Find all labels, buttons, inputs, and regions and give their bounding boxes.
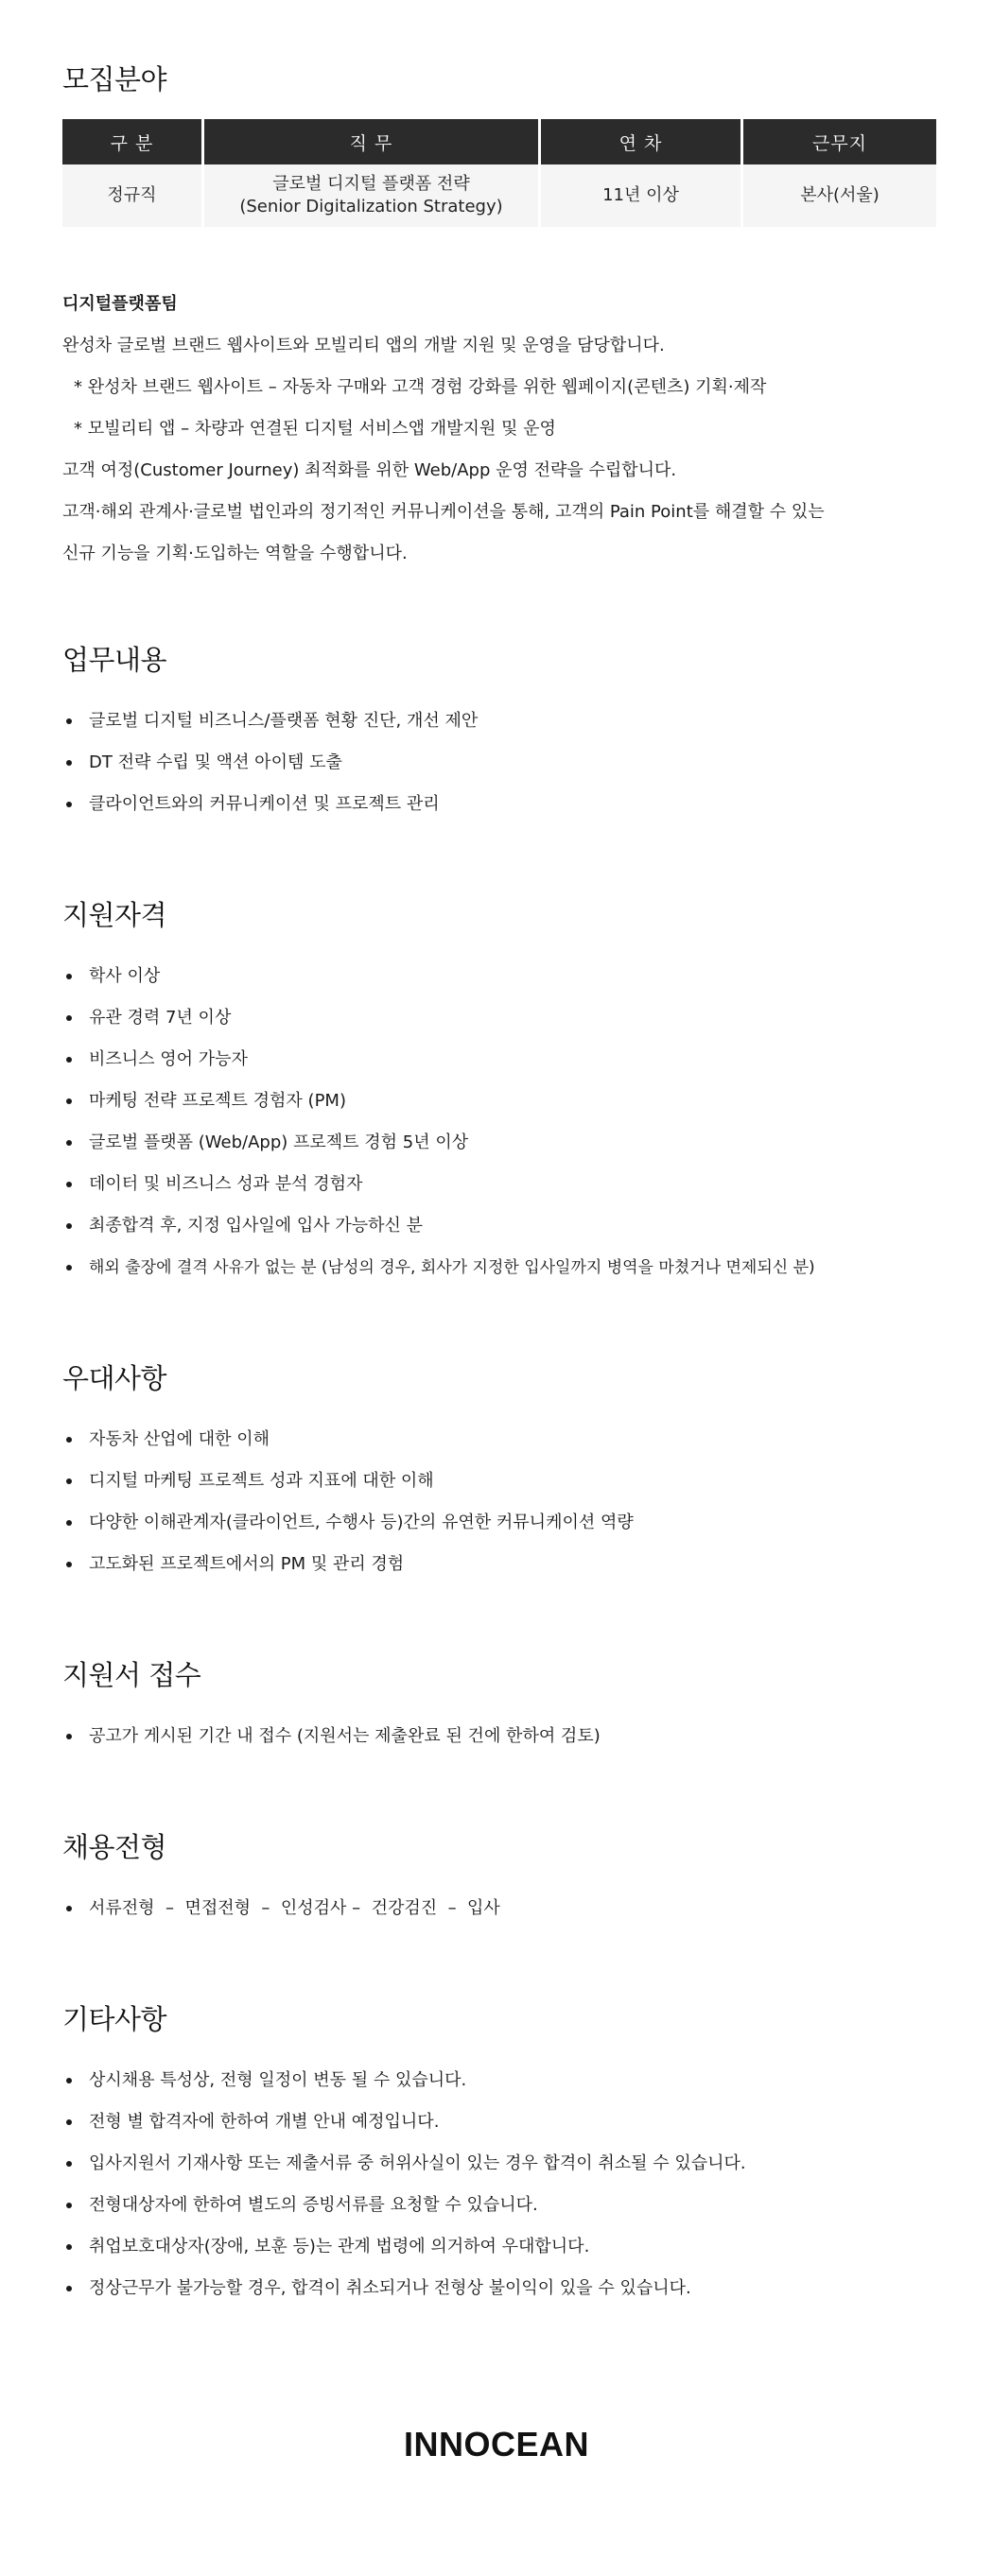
list-item: 자동차 산업에 대한 이해 <box>66 1426 946 1467</box>
application-list <box>66 1722 946 1764</box>
bullet-icon <box>66 802 72 807</box>
list-item: 공고가 게시된 기간 내 접수 (지원서는 제출완료 된 건에 한하여 검토) <box>66 1722 946 1764</box>
innocean-logo: INNOCEAN <box>403 2425 589 2464</box>
bullet-icon <box>66 1906 72 1911</box>
bullet-icon <box>66 1140 72 1146</box>
bullet-icon <box>66 2203 72 2208</box>
recruit-section-title: 모집분야 <box>62 63 167 95</box>
cell-role <box>204 164 541 227</box>
team-name: 디지털플랫폼팀 <box>62 294 178 314</box>
bullet-icon <box>66 1520 72 1526</box>
list-item: DT 전략 수립 및 액션 아이템 도출 <box>66 749 946 790</box>
list-item: 취업보호대상자(장애, 보훈 등)는 관계 법령에 의거하여 우대합니다. <box>66 2233 946 2274</box>
duties-section-title: 업무내용 <box>62 644 167 676</box>
list-item: 입사지원서 기재사항 또는 제출서류 중 허위사실이 있는 경우 합격이 취소될 수 있습니다. <box>66 2150 946 2191</box>
team-line: 완성차 글로벌 브랜드 웹사이트와 모빌리티 앱의 개발 지원 및 운영을 담당합니다. <box>62 336 665 355</box>
bullet-icon <box>66 1182 72 1187</box>
bullet-icon <box>66 2244 72 2250</box>
process-list <box>66 1894 946 1936</box>
bullet-icon <box>66 1734 72 1739</box>
list-item: 전형대상자에 한하여 별도의 증빙서류를 요청할 수 있습니다. <box>66 2191 946 2233</box>
qualifications-section-title: 지원자격 <box>62 899 167 931</box>
team-line: 고객·해외 관계사·글로벌 법인과의 정기적인 커뮤니케이션을 통해, 고객의 Pain Point를 해결할 수 있는 <box>62 502 825 522</box>
table-header-row <box>62 119 936 164</box>
etc-list <box>66 2066 946 2316</box>
duties-list <box>66 707 946 832</box>
list-item: 고도화된 프로젝트에서의 PM 및 관리 경험 <box>66 1550 946 1592</box>
list-item: 데이터 및 비즈니스 성과 분석 경험자 <box>66 1170 946 1212</box>
list-item: 디지털 마케팅 프로젝트 성과 지표에 대한 이해 <box>66 1467 946 1509</box>
list-item: 상시채용 특성상, 전형 일정이 변동 될 수 있습니다. <box>66 2066 946 2108</box>
bullet-icon <box>66 1437 72 1443</box>
list-item: 글로벌 플랫폼 (Web/App) 프로젝트 경험 5년 이상 <box>66 1129 946 1170</box>
list-item: 서류전형 – 면접전형 – 인성검사 – 건강검진 – 입사 <box>66 1894 946 1936</box>
bullet-icon <box>66 1098 72 1104</box>
cell-role-line1: 글로벌 디지털 플랫폼 전략 <box>272 174 470 194</box>
bullet-icon <box>66 1265 72 1271</box>
list-item: 마케팅 전략 프로젝트 경험자 (PM) <box>66 1087 946 1129</box>
list-item: 클라이언트와의 커뮤니케이션 및 프로젝트 관리 <box>66 790 946 832</box>
list-item: 전형 별 합격자에 한하여 개별 안내 예정입니다. <box>66 2108 946 2150</box>
list-item: 최종합격 후, 지정 입사일에 입사 가능하신 분 <box>66 1212 946 1253</box>
list-item: 비즈니스 영어 가능자 <box>66 1046 946 1087</box>
bullet-icon <box>66 2078 72 2083</box>
table-header-experience: 연 차 <box>541 119 743 164</box>
qualifications-list <box>66 962 946 1295</box>
bullet-icon <box>66 2161 72 2167</box>
process-section-title: 채용전형 <box>62 1831 167 1863</box>
bullet-icon <box>66 760 72 766</box>
table-header-role: 직 무 <box>204 119 541 164</box>
cell-type: 정규직 <box>62 164 204 227</box>
team-description <box>62 289 942 580</box>
preferred-list <box>66 1426 946 1592</box>
bullet-icon <box>66 974 72 979</box>
list-item: 유관 경력 7년 이상 <box>66 1004 946 1046</box>
team-line: 신규 기능을 기획·도입하는 역할을 수행합니다. <box>62 544 408 563</box>
list-item: 해외 출장에 결격 사유가 없는 분 (남성의 경우, 회사가 지정한 입사일까지 병역을 마쳤거나 면제되신 분) <box>66 1253 946 1295</box>
bullet-icon <box>66 1562 72 1567</box>
list-item: 다양한 이해관계자(클라이언트, 수행사 등)간의 유연한 커뮤니케이션 역량 <box>66 1509 946 1550</box>
bullet-icon <box>66 1478 72 1484</box>
cell-location: 본사(서울) <box>743 164 936 227</box>
table-header-location: 근무지 <box>743 119 936 164</box>
bullet-icon <box>66 1057 72 1063</box>
bullet-icon <box>66 1223 72 1229</box>
etc-section-title: 기타사항 <box>62 2003 167 2035</box>
table-row <box>62 164 936 227</box>
cell-experience: 11년 이상 <box>541 164 743 227</box>
bullet-icon <box>66 2286 72 2291</box>
preferred-section-title: 우대사항 <box>62 1362 167 1394</box>
bullet-icon <box>66 1015 72 1021</box>
bullet-icon <box>66 718 72 724</box>
list-item: 정상근무가 불가능할 경우, 합격이 취소되거나 전형상 불이익이 있을 수 있습니다. <box>66 2274 946 2316</box>
cell-role-line2: (Senior Digitalization Strategy) <box>239 197 503 216</box>
team-line: * 완성차 브랜드 웹사이트 – 자동차 구매와 고객 경험 강화를 위한 웹페이지(콘텐츠) 기획·제작 <box>74 377 767 397</box>
team-line: 고객 여정(Customer Journey) 최적화를 위한 Web/App 운영 전략을 수립합니다. <box>62 460 677 480</box>
team-line: * 모빌리티 앱 – 차량과 연결된 디지털 서비스앱 개발지원 및 운영 <box>74 419 556 439</box>
application-section-title: 지원서 접수 <box>62 1659 201 1691</box>
table-header-type: 구 분 <box>62 119 204 164</box>
list-item: 글로벌 디지털 비즈니스/플랫폼 현황 진단, 개선 제안 <box>66 707 946 749</box>
bullet-icon <box>66 2119 72 2125</box>
list-item: 학사 이상 <box>66 962 946 1004</box>
recruit-table <box>62 119 936 227</box>
